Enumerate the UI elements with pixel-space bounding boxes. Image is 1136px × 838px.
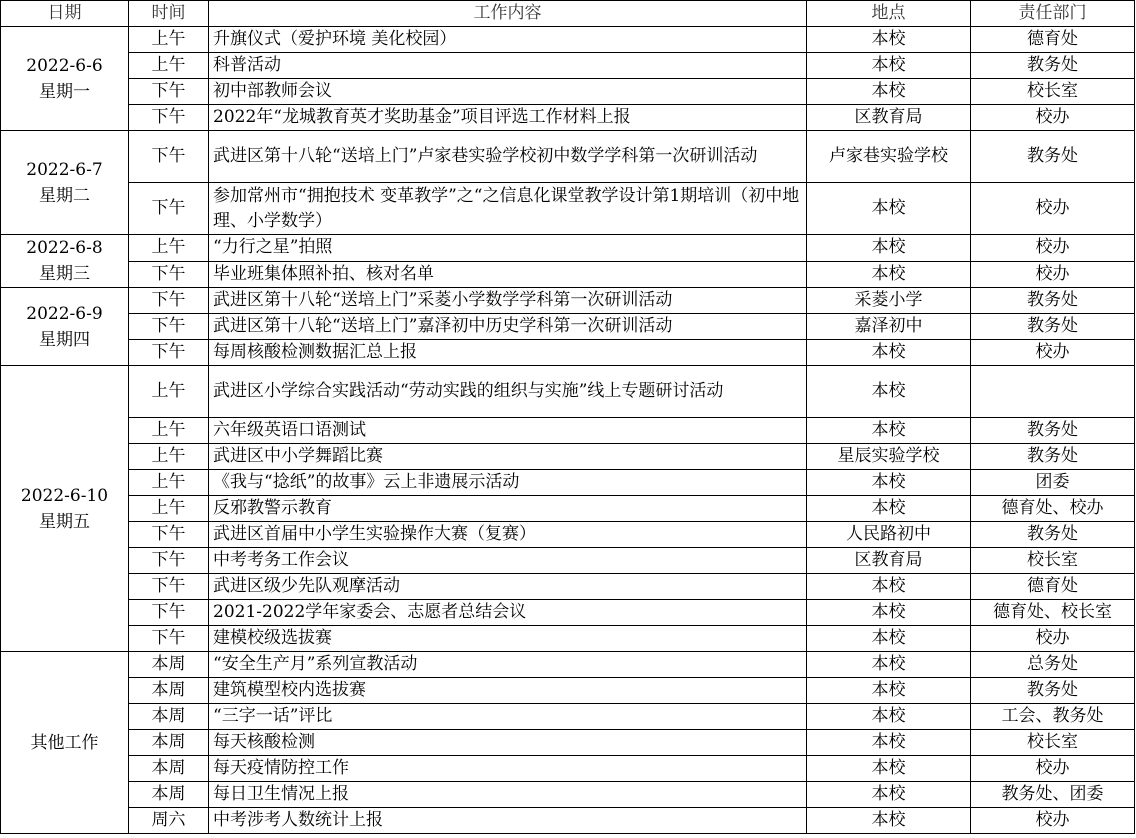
dept-cell: 校办 [971,340,1135,366]
date-text: 2022-6-10 [20,485,109,506]
place-cell: 本校 [807,782,971,808]
time-cell: 下午 [129,105,209,131]
time-cell: 下午 [129,340,209,366]
table-row [1,183,1135,235]
dept-cell: 德育处、校长室 [971,600,1135,626]
place-cell: 本校 [807,626,971,652]
time-cell: 下午 [129,261,209,288]
place-cell: 本校 [807,235,971,262]
content-cell: “安全生产月”系列宣教活动 [209,652,807,678]
dept-cell: 校办 [971,235,1135,262]
place-cell: 本校 [807,678,971,704]
content-cell: 武进区第十八轮“送培上门”采菱小学数学学科第一次研训活动 [209,288,807,314]
table-row [1,574,1135,600]
date-cell [1,235,129,288]
date-cell [1,27,129,131]
dept-cell: 教务处 [971,53,1135,79]
content-cell: 武进区第十八轮“送培上门”嘉泽初中历史学科第一次研训活动 [209,314,807,340]
table-row [1,131,1135,183]
header-content: 工作内容 [209,1,807,27]
place-cell: 本校 [807,418,971,444]
table-row [1,730,1135,756]
content-cell: 建模校级选拔赛 [209,626,807,652]
dept-cell: 工会、教务处 [971,704,1135,730]
content-cell: 2021-2022学年家委会、志愿者总结会议 [209,600,807,626]
content-cell: “三字一话”评比 [209,704,807,730]
dept-cell: 德育处 [971,27,1135,53]
dept-cell: 校长室 [971,79,1135,105]
table-row [1,652,1135,678]
time-cell: 上午 [129,496,209,522]
date-cell [1,288,129,366]
time-cell: 本周 [129,704,209,730]
dept-cell: 教务处 [971,288,1135,314]
dept-cell: 教务处 [971,444,1135,470]
content-cell: 毕业班集体照补拍、核对名单 [209,261,807,288]
dept-cell: 德育处、校办 [971,496,1135,522]
dept-cell: 校办 [971,261,1135,288]
content-cell: 参加常州市“拥抱技术 变革教学”之“之信息化课堂教学设计第1期培训（初中地理、小学数学） [209,183,807,235]
table-row [1,340,1135,366]
table-row [1,444,1135,470]
dept-cell: 教务处、团委 [971,782,1135,808]
dept-cell: 团委 [971,470,1135,496]
weekday-text: 星期一 [39,81,90,102]
place-cell: 星辰实验学校 [807,444,971,470]
place-cell: 采菱小学 [807,288,971,314]
table-row [1,366,1135,418]
place-cell: 本校 [807,574,971,600]
place-cell: 本校 [807,652,971,678]
weekday-text: 星期三 [39,264,90,284]
content-cell: 反邪教警示教育 [209,496,807,522]
dept-cell: 教务处 [971,131,1135,183]
place-cell: 本校 [807,79,971,105]
content-cell: 六年级英语口语测试 [209,418,807,444]
time-cell: 本周 [129,756,209,782]
time-cell: 下午 [129,183,209,235]
dept-cell: 校办 [971,808,1135,834]
place-cell: 本校 [807,366,971,418]
content-cell: 武进区级少先队观摩活动 [209,574,807,600]
table-row [1,522,1135,548]
time-cell: 上午 [129,418,209,444]
content-cell: “力行之星”拍照 [209,235,807,262]
place-cell: 本校 [807,183,971,235]
time-cell: 本周 [129,652,209,678]
time-cell: 下午 [129,548,209,574]
time-cell: 本周 [129,782,209,808]
date-text: 2022-6-8 [26,238,103,258]
date-text: 2022-6-7 [26,159,103,180]
date-cell [1,131,129,235]
content-cell: 每日卫生情况上报 [209,782,807,808]
place-cell: 嘉泽初中 [807,314,971,340]
date-text: 其他工作 [30,732,99,753]
content-cell: 每天核酸检测 [209,730,807,756]
dept-cell [971,366,1135,418]
schedule-body [1,27,1135,834]
time-cell: 下午 [129,626,209,652]
time-cell: 本周 [129,730,209,756]
dept-cell: 校办 [971,756,1135,782]
time-cell: 上午 [129,235,209,262]
time-cell: 下午 [129,574,209,600]
table-row [1,496,1135,522]
content-cell: 武进区第十八轮“送培上门”卢家巷实验学校初中数学学科第一次研训活动 [209,131,807,183]
content-cell: 每周核酸检测数据汇总上报 [209,340,807,366]
weekday-text: 星期四 [39,329,90,350]
place-cell: 本校 [807,470,971,496]
table-row [1,53,1135,79]
table-row [1,548,1135,574]
table-row [1,600,1135,626]
table-row [1,27,1135,53]
place-cell: 本校 [807,704,971,730]
time-cell: 上午 [129,53,209,79]
dept-cell: 教务处 [971,418,1135,444]
place-cell: 本校 [807,808,971,834]
content-cell: 每天疫情防控工作 [209,756,807,782]
place-cell: 区教育局 [807,548,971,574]
time-cell: 上午 [129,444,209,470]
time-cell: 下午 [129,600,209,626]
table-row [1,235,1135,262]
date-cell [1,366,129,652]
table-row [1,79,1135,105]
dept-cell: 校长室 [971,548,1135,574]
content-cell: 建筑模型校内选拔赛 [209,678,807,704]
time-cell: 下午 [129,288,209,314]
header-dept: 责任部门 [971,1,1135,27]
content-cell: 武进区小学综合实践活动“劳动实践的组织与实施”线上专题研讨活动 [209,366,807,418]
content-cell: 《我与“捻纸”的故事》云上非遗展示活动 [209,470,807,496]
time-cell: 下午 [129,131,209,183]
dept-cell: 德育处 [971,574,1135,600]
header-date: 日期 [1,1,129,27]
time-cell: 本周 [129,678,209,704]
place-cell: 区教育局 [807,105,971,131]
dept-cell: 校办 [971,626,1135,652]
content-cell: 中考涉考人数统计上报 [209,808,807,834]
place-cell: 本校 [807,600,971,626]
content-cell: 2022年“龙城教育英才奖助基金”项目评选工作材料上报 [209,105,807,131]
dept-cell: 校长室 [971,730,1135,756]
content-cell: 武进区首届中小学生实验操作大赛（复赛） [209,522,807,548]
dept-cell: 教务处 [971,678,1135,704]
content-cell: 科普活动 [209,53,807,79]
time-cell: 下午 [129,314,209,340]
time-cell: 上午 [129,470,209,496]
weekday-text: 星期五 [39,511,90,532]
place-cell: 本校 [807,261,971,288]
place-cell: 卢家巷实验学校 [807,131,971,183]
header-time: 时间 [129,1,209,27]
date-text: 2022-6-9 [26,303,103,324]
dept-cell: 校办 [971,183,1135,235]
content-cell: 中考考务工作会议 [209,548,807,574]
date-text: 2022-6-6 [26,55,103,76]
dept-cell: 校办 [971,105,1135,131]
table-row [1,288,1135,314]
table-row [1,678,1135,704]
place-cell: 人民路初中 [807,522,971,548]
table-row [1,105,1135,131]
dept-cell: 总务处 [971,652,1135,678]
content-cell: 升旗仪式（爱护环境 美化校园） [209,27,807,53]
time-cell: 周六 [129,808,209,834]
time-cell: 下午 [129,79,209,105]
place-cell: 本校 [807,27,971,53]
date-cell [1,652,129,834]
place-cell: 本校 [807,756,971,782]
place-cell: 本校 [807,340,971,366]
time-cell: 上午 [129,27,209,53]
place-cell: 本校 [807,53,971,79]
dept-cell: 教务处 [971,314,1135,340]
time-cell: 下午 [129,522,209,548]
table-row [1,704,1135,730]
dept-cell: 教务处 [971,522,1135,548]
table-row [1,314,1135,340]
table-row [1,756,1135,782]
table-row [1,626,1135,652]
time-cell: 上午 [129,366,209,418]
table-row [1,782,1135,808]
weekday-text: 星期二 [39,185,90,206]
place-cell: 本校 [807,496,971,522]
content-cell: 初中部教师会议 [209,79,807,105]
place-cell: 本校 [807,730,971,756]
table-row [1,261,1135,288]
table-row [1,808,1135,834]
content-cell: 武进区中小学舞蹈比赛 [209,444,807,470]
table-row [1,418,1135,444]
table-row [1,470,1135,496]
header-row [1,1,1135,27]
header-place: 地点 [807,1,971,27]
